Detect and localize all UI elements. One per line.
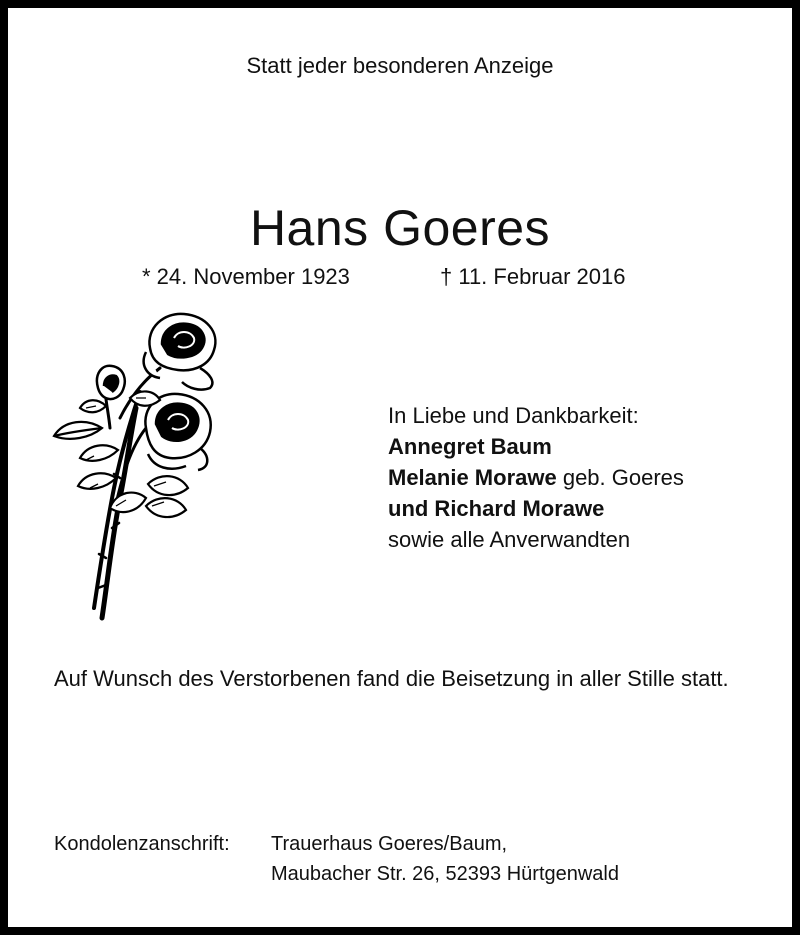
burial-notice: Auf Wunsch des Verstorbenen fand die Beisetzung in aller Stille statt. — [54, 666, 729, 691]
condolence-address-line1: Trauerhaus Goeres/Baum, — [271, 833, 508, 855]
mourner-melanie-morawe: Melanie Morawe — [388, 465, 557, 490]
condolence-label: Kondolenzanschrift: — [54, 833, 230, 855]
deceased-name: Hans Goeres — [249, 200, 551, 256]
ad-headline: Statt jeder besonderen Anzeige — [246, 53, 554, 78]
mourner-melanie-morawe-line — [388, 462, 684, 493]
death-date: † 11. Februar 2016 — [440, 264, 626, 289]
condolence-address — [271, 829, 619, 889]
condolence-address-line2: Maubacher Str. 26, 52393 Hürtgenwald — [271, 863, 619, 885]
mourner-richard-morawe: und Richard Morawe — [388, 496, 605, 521]
mourners-block — [388, 400, 684, 555]
rose-illustration-icon — [50, 308, 220, 626]
birth-date: * 24. November 1923 — [142, 264, 350, 289]
mourners-relatives: sowie alle Anverwandten — [388, 527, 631, 552]
mourner-annegret-baum: Annegret Baum — [388, 434, 552, 459]
mourner-maiden-name: geb. Goeres — [556, 465, 684, 490]
mourners-intro: In Liebe und Dankbarkeit: — [388, 403, 639, 428]
